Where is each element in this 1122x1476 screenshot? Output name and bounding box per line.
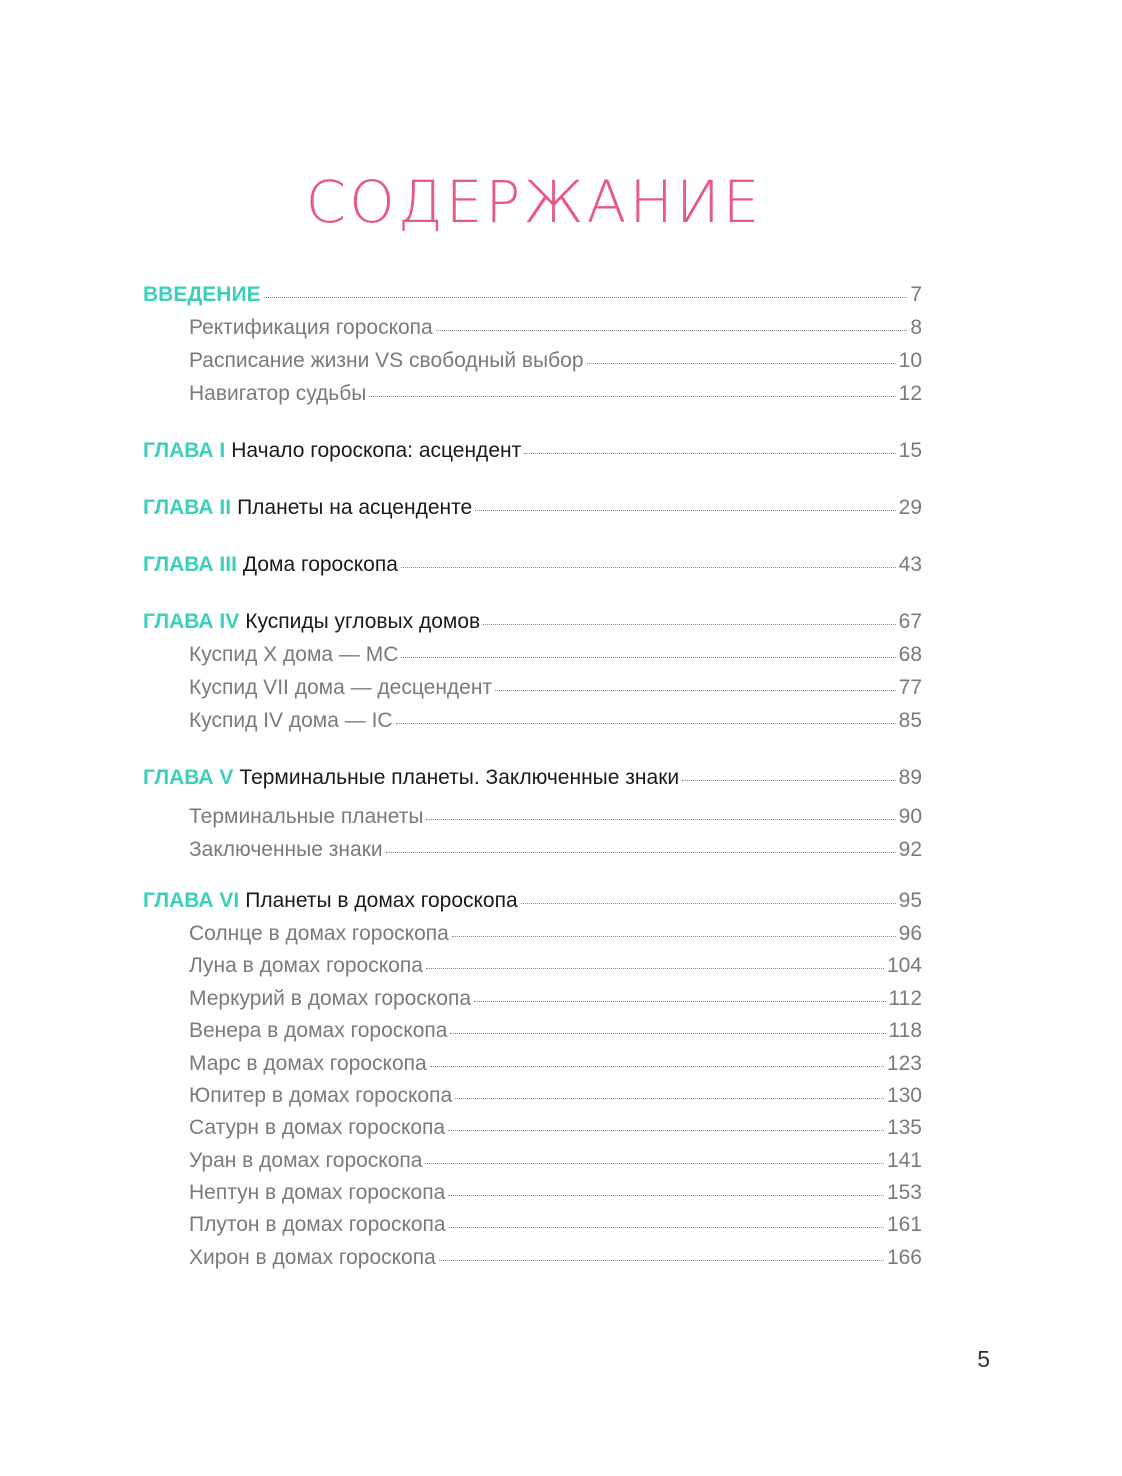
toc-page-number: 90 bbox=[898, 805, 922, 828]
toc-entry-label: Терминальные планеты. Заключенные знаки bbox=[239, 766, 680, 789]
toc-entry-label: Хирон в домах гороскопа bbox=[189, 1246, 436, 1269]
toc-entry-label: ВВЕДЕНИЕ bbox=[143, 283, 261, 306]
toc-page-number: 135 bbox=[886, 1116, 922, 1139]
dot-leader bbox=[524, 451, 895, 454]
toc-page-number: 153 bbox=[886, 1181, 922, 1204]
dot-leader bbox=[455, 1096, 884, 1099]
toc-chapter-1[interactable] bbox=[143, 435, 922, 467]
toc-page-number: 85 bbox=[898, 709, 922, 732]
dot-leader bbox=[452, 934, 896, 937]
toc-page-number: 67 bbox=[898, 610, 922, 633]
dot-leader bbox=[426, 966, 884, 969]
chapter-number: ГЛАВА VI bbox=[143, 889, 240, 912]
toc-page-number: 161 bbox=[886, 1213, 922, 1236]
toc-page-number: 92 bbox=[898, 838, 922, 861]
toc-entry-label: Планеты на асценденте bbox=[237, 496, 473, 519]
page-number: 5 bbox=[977, 1346, 990, 1372]
toc-subentry[interactable] bbox=[189, 672, 922, 704]
toc-subentry[interactable] bbox=[189, 1015, 922, 1047]
toc-chapter-5[interactable] bbox=[143, 762, 922, 794]
chapter-number: ГЛАВА V bbox=[143, 766, 234, 789]
toc-subentry[interactable] bbox=[189, 312, 922, 344]
toc-subentry[interactable] bbox=[189, 1209, 922, 1241]
toc-page-number: 89 bbox=[898, 766, 922, 789]
toc-entry-intro[interactable] bbox=[143, 279, 922, 311]
dot-leader bbox=[495, 688, 896, 691]
toc-page-number: 123 bbox=[886, 1052, 922, 1075]
dot-leader bbox=[396, 721, 896, 724]
toc-subentry[interactable] bbox=[189, 1112, 922, 1144]
toc-entry-label: Планеты в домах гороскопа bbox=[245, 889, 518, 912]
toc-page-number: 141 bbox=[886, 1149, 922, 1172]
toc-entry-label: Солнце в домах гороскопа bbox=[189, 922, 449, 945]
toc-chapter-6[interactable] bbox=[143, 885, 922, 917]
toc-chapter-3[interactable] bbox=[143, 549, 922, 581]
dot-leader bbox=[587, 361, 896, 364]
chapter-number: ГЛАВА II bbox=[143, 496, 232, 519]
toc-page-number: 166 bbox=[886, 1246, 922, 1269]
toc-entry-label: Ректификация гороскопа bbox=[189, 316, 433, 339]
toc-entry-label: Меркурий в домах гороскопа bbox=[189, 987, 472, 1010]
dot-leader bbox=[449, 1225, 884, 1228]
toc-page-number: 7 bbox=[910, 283, 922, 306]
toc-subentry[interactable] bbox=[189, 345, 922, 377]
toc-subentry[interactable] bbox=[189, 834, 922, 866]
dot-leader bbox=[401, 565, 896, 568]
toc-entry-label: Дома гороскопа bbox=[242, 553, 398, 576]
toc-subentry[interactable] bbox=[189, 950, 922, 982]
dot-leader bbox=[264, 295, 908, 298]
toc-page-number: 43 bbox=[898, 553, 922, 576]
dot-leader bbox=[430, 1064, 884, 1067]
toc-subentry[interactable] bbox=[189, 1242, 922, 1274]
dot-leader bbox=[483, 622, 895, 625]
dot-leader bbox=[369, 394, 895, 397]
toc-entry-label: Куспид IV дома — IC bbox=[189, 709, 393, 732]
toc-subentry[interactable] bbox=[189, 1145, 922, 1177]
toc-entry-label: Навигатор судьбы bbox=[189, 382, 367, 405]
toc-page-number: 130 bbox=[886, 1084, 922, 1107]
toc-page-number: 15 bbox=[898, 439, 922, 462]
toc-entry-label: Венера в домах гороскопа bbox=[189, 1019, 448, 1042]
toc-subentry[interactable] bbox=[189, 1048, 922, 1080]
toc-page-number: 77 bbox=[898, 676, 922, 699]
toc-entry-label: Юпитер в домах гороскопа bbox=[189, 1084, 453, 1107]
dot-leader bbox=[521, 901, 896, 904]
dot-leader bbox=[475, 508, 895, 511]
toc-page-number: 95 bbox=[898, 889, 922, 912]
toc-subentry[interactable] bbox=[189, 918, 922, 950]
toc-page-number: 104 bbox=[886, 954, 922, 977]
toc-page-number: 112 bbox=[888, 987, 922, 1010]
toc-subentry[interactable] bbox=[189, 378, 922, 410]
toc-page-number: 96 bbox=[898, 922, 922, 945]
toc-entry-label: Заключенные знаки bbox=[189, 838, 383, 861]
toc-entry-label: Расписание жизни VS свободный выбор bbox=[189, 349, 584, 372]
toc-entry-label: Сатурн в домах гороскопа bbox=[189, 1116, 446, 1139]
toc-entry-label: Уран в домах гороскопа bbox=[189, 1149, 423, 1172]
dot-leader bbox=[448, 1193, 884, 1196]
chapter-number: ГЛАВА III bbox=[143, 553, 237, 576]
dot-leader bbox=[401, 655, 895, 658]
toc-page-number: 68 bbox=[898, 643, 922, 666]
chapter-number: ГЛАВА I bbox=[143, 439, 226, 462]
toc-page-number: 118 bbox=[888, 1019, 922, 1042]
chapter-number: ГЛАВА IV bbox=[143, 610, 240, 633]
toc-page-number: 12 bbox=[898, 382, 922, 405]
toc-entry-label: Терминальные планеты bbox=[189, 805, 424, 828]
toc-subentry[interactable] bbox=[189, 1080, 922, 1112]
toc-entry-label: Куспид X дома — MC bbox=[189, 643, 399, 666]
toc-subentry[interactable] bbox=[189, 639, 922, 671]
toc-subentry[interactable] bbox=[189, 801, 922, 833]
dot-leader bbox=[682, 778, 896, 781]
dot-leader bbox=[448, 1128, 884, 1131]
dot-leader bbox=[474, 999, 886, 1002]
toc-chapter-2[interactable] bbox=[143, 492, 922, 524]
dot-leader bbox=[450, 1031, 885, 1034]
toc-entry-label: Начало гороскопа: асцендент bbox=[231, 439, 522, 462]
toc-entry-label: Марс в домах гороскопа bbox=[189, 1052, 427, 1075]
dot-leader bbox=[439, 1258, 884, 1261]
toc-page-number: 8 bbox=[910, 316, 922, 339]
toc-entry-label: Плутон в домах гороскопа bbox=[189, 1213, 446, 1236]
dot-leader bbox=[386, 850, 896, 853]
toc-entry-label: Куспиды угловых домов bbox=[245, 610, 481, 633]
toc-entry-label: Куспид VII дома — десцендент bbox=[189, 676, 493, 699]
toc-chapter-4[interactable] bbox=[143, 606, 922, 638]
toc-page-number: 10 bbox=[898, 349, 922, 372]
toc-page-number: 29 bbox=[898, 496, 922, 519]
dot-leader bbox=[426, 817, 895, 820]
toc-subentry[interactable] bbox=[189, 705, 922, 737]
toc-entry-label: Нептун в домах гороскопа bbox=[189, 1181, 446, 1204]
page-title: СОДЕРЖАНИЕ bbox=[305, 168, 763, 236]
dot-leader bbox=[425, 1161, 884, 1164]
toc-subentry[interactable] bbox=[189, 983, 922, 1015]
toc-entry-label: Луна в домах гороскопа bbox=[189, 954, 423, 977]
dot-leader bbox=[436, 328, 908, 331]
toc-subentry[interactable] bbox=[189, 1177, 922, 1209]
